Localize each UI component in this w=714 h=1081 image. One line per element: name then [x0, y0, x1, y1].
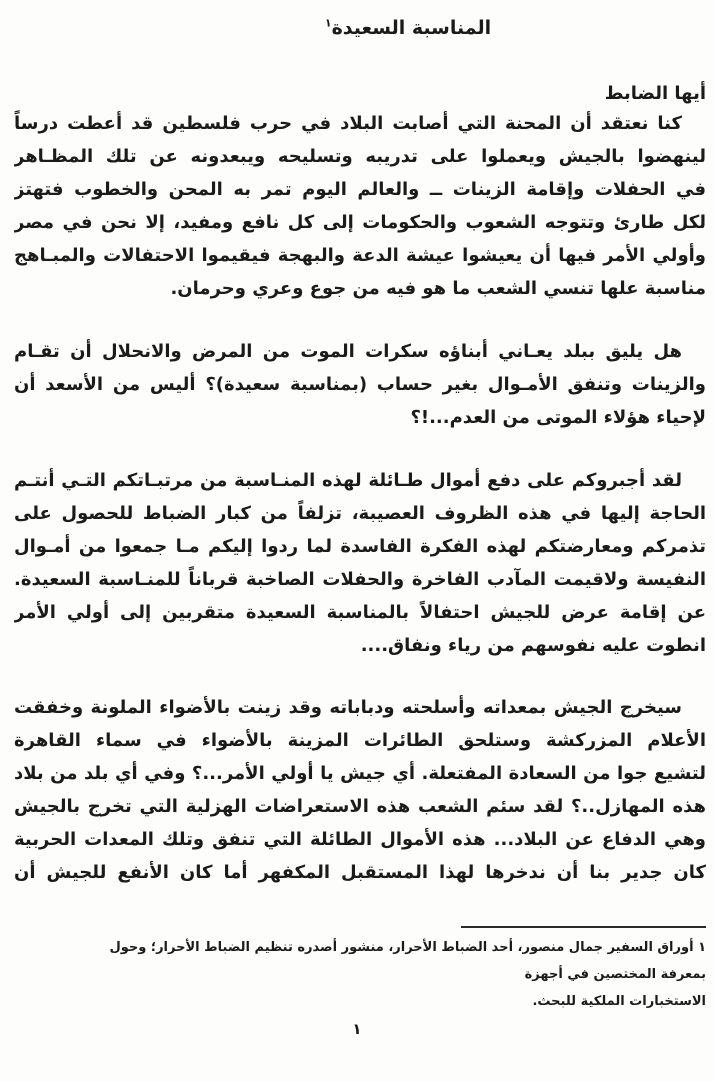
- title-footnote-marker: ١: [324, 16, 332, 30]
- body-line: لإحياء هؤلاء الموتى من العدم...!؟: [410, 407, 706, 428]
- footnote-section: [14, 926, 706, 1015]
- footnote-line: الاستخبارات الملكية للبحث.: [532, 994, 706, 1009]
- body-line: لينهضوا بالجيش ويعملوا على تدريبه وتسليحه ويبعدونه عن تلك المظـاهر: [14, 146, 706, 167]
- body-line: وأولي الأمر فيها أن يعيشوا عيشة الدعة والبهجة فيقيموا الاحتفالات والمبـاهج: [14, 245, 706, 266]
- body-line: سيخرج الجيش بمعداته وأسلحته ودباباته وقد زينت بالأضواء الملونة وخفقت: [14, 697, 682, 718]
- paragraph-1: [14, 107, 706, 305]
- body-line: تذمركم ومعارضتكم لهذه الفكرة الفاسدة لما ردوا إليكم مـا جمعوا من أمـوال: [14, 536, 706, 557]
- paragraph-2: [14, 335, 706, 434]
- salutation-line: أيها الضابط: [604, 83, 706, 104]
- body-line: مناسبة علها تنسي الشعب ما هو فيه من جوع وعري وحرمان.: [170, 278, 706, 299]
- body-line: كنا نعتقد أن المحنة التي أصابت البلاد في حرب فلسطين قد أعطت درساً: [14, 113, 682, 134]
- body-line: عن إقامة عرض للجيش احتفالاً بالمناسبة السعيدة متقربين إلى أولي الأمر: [14, 602, 706, 623]
- body-line: لقد أجبروكم على دفع أموال طـائلة لهذه المنـاسبة من مرتبـاتكم التـي أنتـم: [14, 470, 682, 491]
- body-line: هل يليق ببلد يعـاني أبناؤه سكرات الموت من المرض والانحلال أن تقـام: [14, 341, 682, 362]
- body-line: والزينات وتنفق الأمـوال بغير حساب (بمناسبة سعيدة)؟ أليس من الأسعد أن: [14, 374, 706, 395]
- title-text: المناسبة السعيدة: [331, 17, 492, 39]
- body-line: في الحفلات وإقامة الزينات ــ والعالم اليوم تمر به المحن والخطوب فتهتز: [14, 179, 706, 200]
- body-line: كان جدير بنا أن ندخرها لهذا المستقبل المكفهر أما كان الأنفع للجيش أن: [14, 862, 706, 883]
- paragraph-3: [14, 464, 706, 662]
- paragraph-4: [14, 691, 706, 889]
- footnote-separator-rule: [461, 926, 706, 928]
- body-line: النفيسة ولاقيمت المآدب الفاخرة والحفلات الصاخبة قرباناً للمنـاسبة السعيدة.: [14, 569, 706, 590]
- body-line: لتشيع جوا من السعادة المفتعلة. أي جيش يا أولي الأمر...؟ وفي أي بلد من بلاد: [14, 763, 706, 784]
- body-line: انطوت عليه نفوسهم من رياء ونفاق....: [360, 635, 706, 656]
- body-line: وهي الدفاع عن البلاد... هذه الأموال الطائلة التي تنفق وتلك المعدات الحربية: [14, 829, 706, 850]
- body-line: هذه المهازل..؟ لقد سئم الشعب هذه الاستعراضات الهزلية التي تخرج بالجيش: [14, 796, 706, 817]
- body-line: لكل طارئ وتتوجه الشعوب والحكومات إلى كل نافع ومفيد، إلا نحن في مصر: [14, 212, 706, 233]
- page-number: ١: [352, 1020, 362, 1038]
- body-line: الحاجة إليها في هذه الظروف العصيبة، تزلفاً من كبار الضباط للحصول على: [14, 503, 706, 524]
- footnote-line: ١ أوراق السفير جمال منصور، أحد الضباط الأحرار، منشور أصدره تنظيم الضباط الأحرار؛ وحول بمعرفة المختصين في أجهزة: [109, 940, 706, 982]
- page-title: [51, 12, 714, 44]
- body-line: الأعلام المزركشة وستلحق الطائرات المزينة بالأضواء في سماء القاهرة: [14, 730, 706, 751]
